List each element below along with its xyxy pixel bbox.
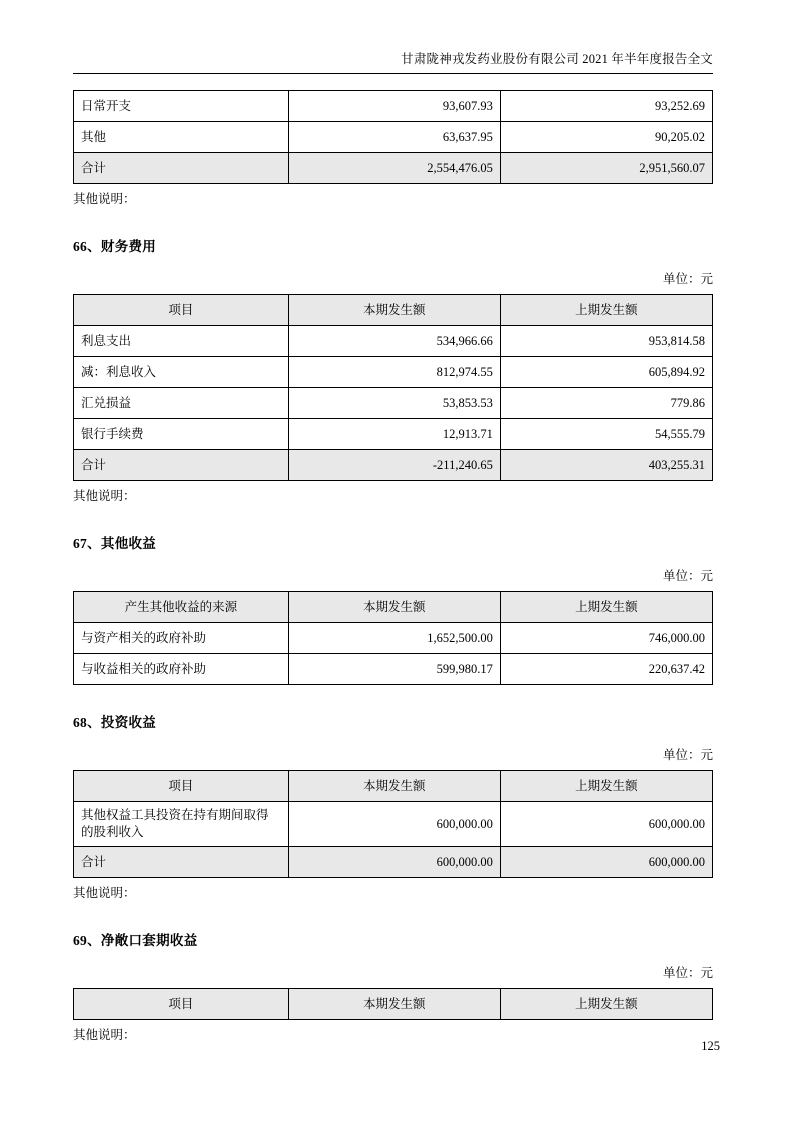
cell-label: 与收益相关的政府补助	[74, 654, 289, 685]
table-header-row	[74, 592, 713, 623]
cell-previous: 605,894.92	[500, 357, 712, 388]
running-header: 甘肃陇神戎发药业股份有限公司 2021 年半年度报告全文	[401, 52, 713, 66]
cell-label: 汇兑损益	[74, 388, 289, 419]
other-income-table	[73, 591, 713, 685]
unit-label-68: 单位：元	[662, 748, 713, 762]
table-row	[74, 654, 713, 685]
table-row	[74, 623, 713, 654]
cell-label: 日常开支	[74, 91, 289, 122]
header-source: 产生其他收益的来源	[74, 592, 289, 623]
table-header-row	[74, 295, 713, 326]
cell-previous: 600,000.00	[500, 847, 712, 878]
cell-previous: 779.86	[500, 388, 712, 419]
header-current: 本期发生额	[288, 295, 500, 326]
table-row-total	[74, 450, 713, 481]
cell-previous: 54,555.79	[500, 419, 712, 450]
cell-current: -211,240.65	[288, 450, 500, 481]
table-row	[74, 91, 713, 122]
other-note: 其他说明：	[73, 1028, 136, 1042]
header-previous: 上期发生额	[500, 592, 712, 623]
financial-expense-table	[73, 294, 713, 481]
cell-current: 1,652,500.00	[288, 623, 500, 654]
cell-current: 812,974.55	[288, 357, 500, 388]
table-row	[74, 357, 713, 388]
cell-current: 63,637.95	[288, 122, 500, 153]
cell-current: 534,966.66	[288, 326, 500, 357]
net-exposure-hedging-table	[73, 988, 713, 1020]
table-header-row	[74, 989, 713, 1020]
cell-label: 合计	[74, 153, 289, 184]
cell-previous: 90,205.02	[500, 122, 712, 153]
table-row-total	[74, 153, 713, 184]
cell-label: 与资产相关的政府补助	[74, 623, 289, 654]
continued-expense-table	[73, 90, 713, 184]
header-current: 本期发生额	[288, 592, 500, 623]
cell-current: 2,554,476.05	[288, 153, 500, 184]
cell-previous: 746,000.00	[500, 623, 712, 654]
unit-label-69: 单位：元	[662, 966, 713, 980]
section-title-68: 68、投资收益	[73, 715, 157, 730]
page-number: 125	[701, 1039, 720, 1053]
cell-previous: 403,255.31	[500, 450, 712, 481]
table-header-row	[74, 771, 713, 802]
investment-income-table	[73, 770, 713, 878]
cell-current: 53,853.53	[288, 388, 500, 419]
header-previous: 上期发生额	[500, 771, 712, 802]
header-previous: 上期发生额	[500, 295, 712, 326]
table-row	[74, 802, 713, 847]
section-title-66: 66、财务费用	[73, 239, 157, 254]
cell-label: 合计	[74, 450, 289, 481]
other-note: 其他说明：	[73, 886, 136, 900]
cell-previous: 2,951,560.07	[500, 153, 712, 184]
header-current: 本期发生额	[288, 989, 500, 1020]
page-content	[73, 50, 713, 1045]
cell-previous: 220,637.42	[500, 654, 712, 685]
cell-current: 600,000.00	[288, 802, 500, 847]
cell-label: 银行手续费	[74, 419, 289, 450]
cell-current: 93,607.93	[288, 91, 500, 122]
header-item: 项目	[74, 771, 289, 802]
table-row	[74, 388, 713, 419]
cell-label: 合计	[74, 847, 289, 878]
cell-current: 12,913.71	[288, 419, 500, 450]
unit-label-66: 单位：元	[662, 272, 713, 286]
other-note: 其他说明：	[73, 192, 136, 206]
table-row-total	[74, 847, 713, 878]
section-title-67: 67、其他收益	[73, 536, 157, 551]
header-item: 项目	[74, 295, 289, 326]
cell-label: 其他权益工具投资在持有期间取得的股利收入	[74, 802, 289, 847]
header-item: 项目	[74, 989, 289, 1020]
cell-current: 599,980.17	[288, 654, 500, 685]
cell-label: 利息支出	[74, 326, 289, 357]
table-row	[74, 326, 713, 357]
table-row	[74, 122, 713, 153]
cell-current: 600,000.00	[288, 847, 500, 878]
table-row	[74, 419, 713, 450]
cell-previous: 93,252.69	[500, 91, 712, 122]
header-divider	[73, 73, 713, 74]
cell-previous: 600,000.00	[500, 802, 712, 847]
cell-label: 减：利息收入	[74, 357, 289, 388]
other-note: 其他说明：	[73, 489, 136, 503]
cell-previous: 953,814.58	[500, 326, 712, 357]
section-title-69: 69、净敞口套期收益	[73, 933, 198, 948]
header-previous: 上期发生额	[500, 989, 712, 1020]
unit-label-67: 单位：元	[662, 569, 713, 583]
cell-label: 其他	[74, 122, 289, 153]
header-current: 本期发生额	[288, 771, 500, 802]
